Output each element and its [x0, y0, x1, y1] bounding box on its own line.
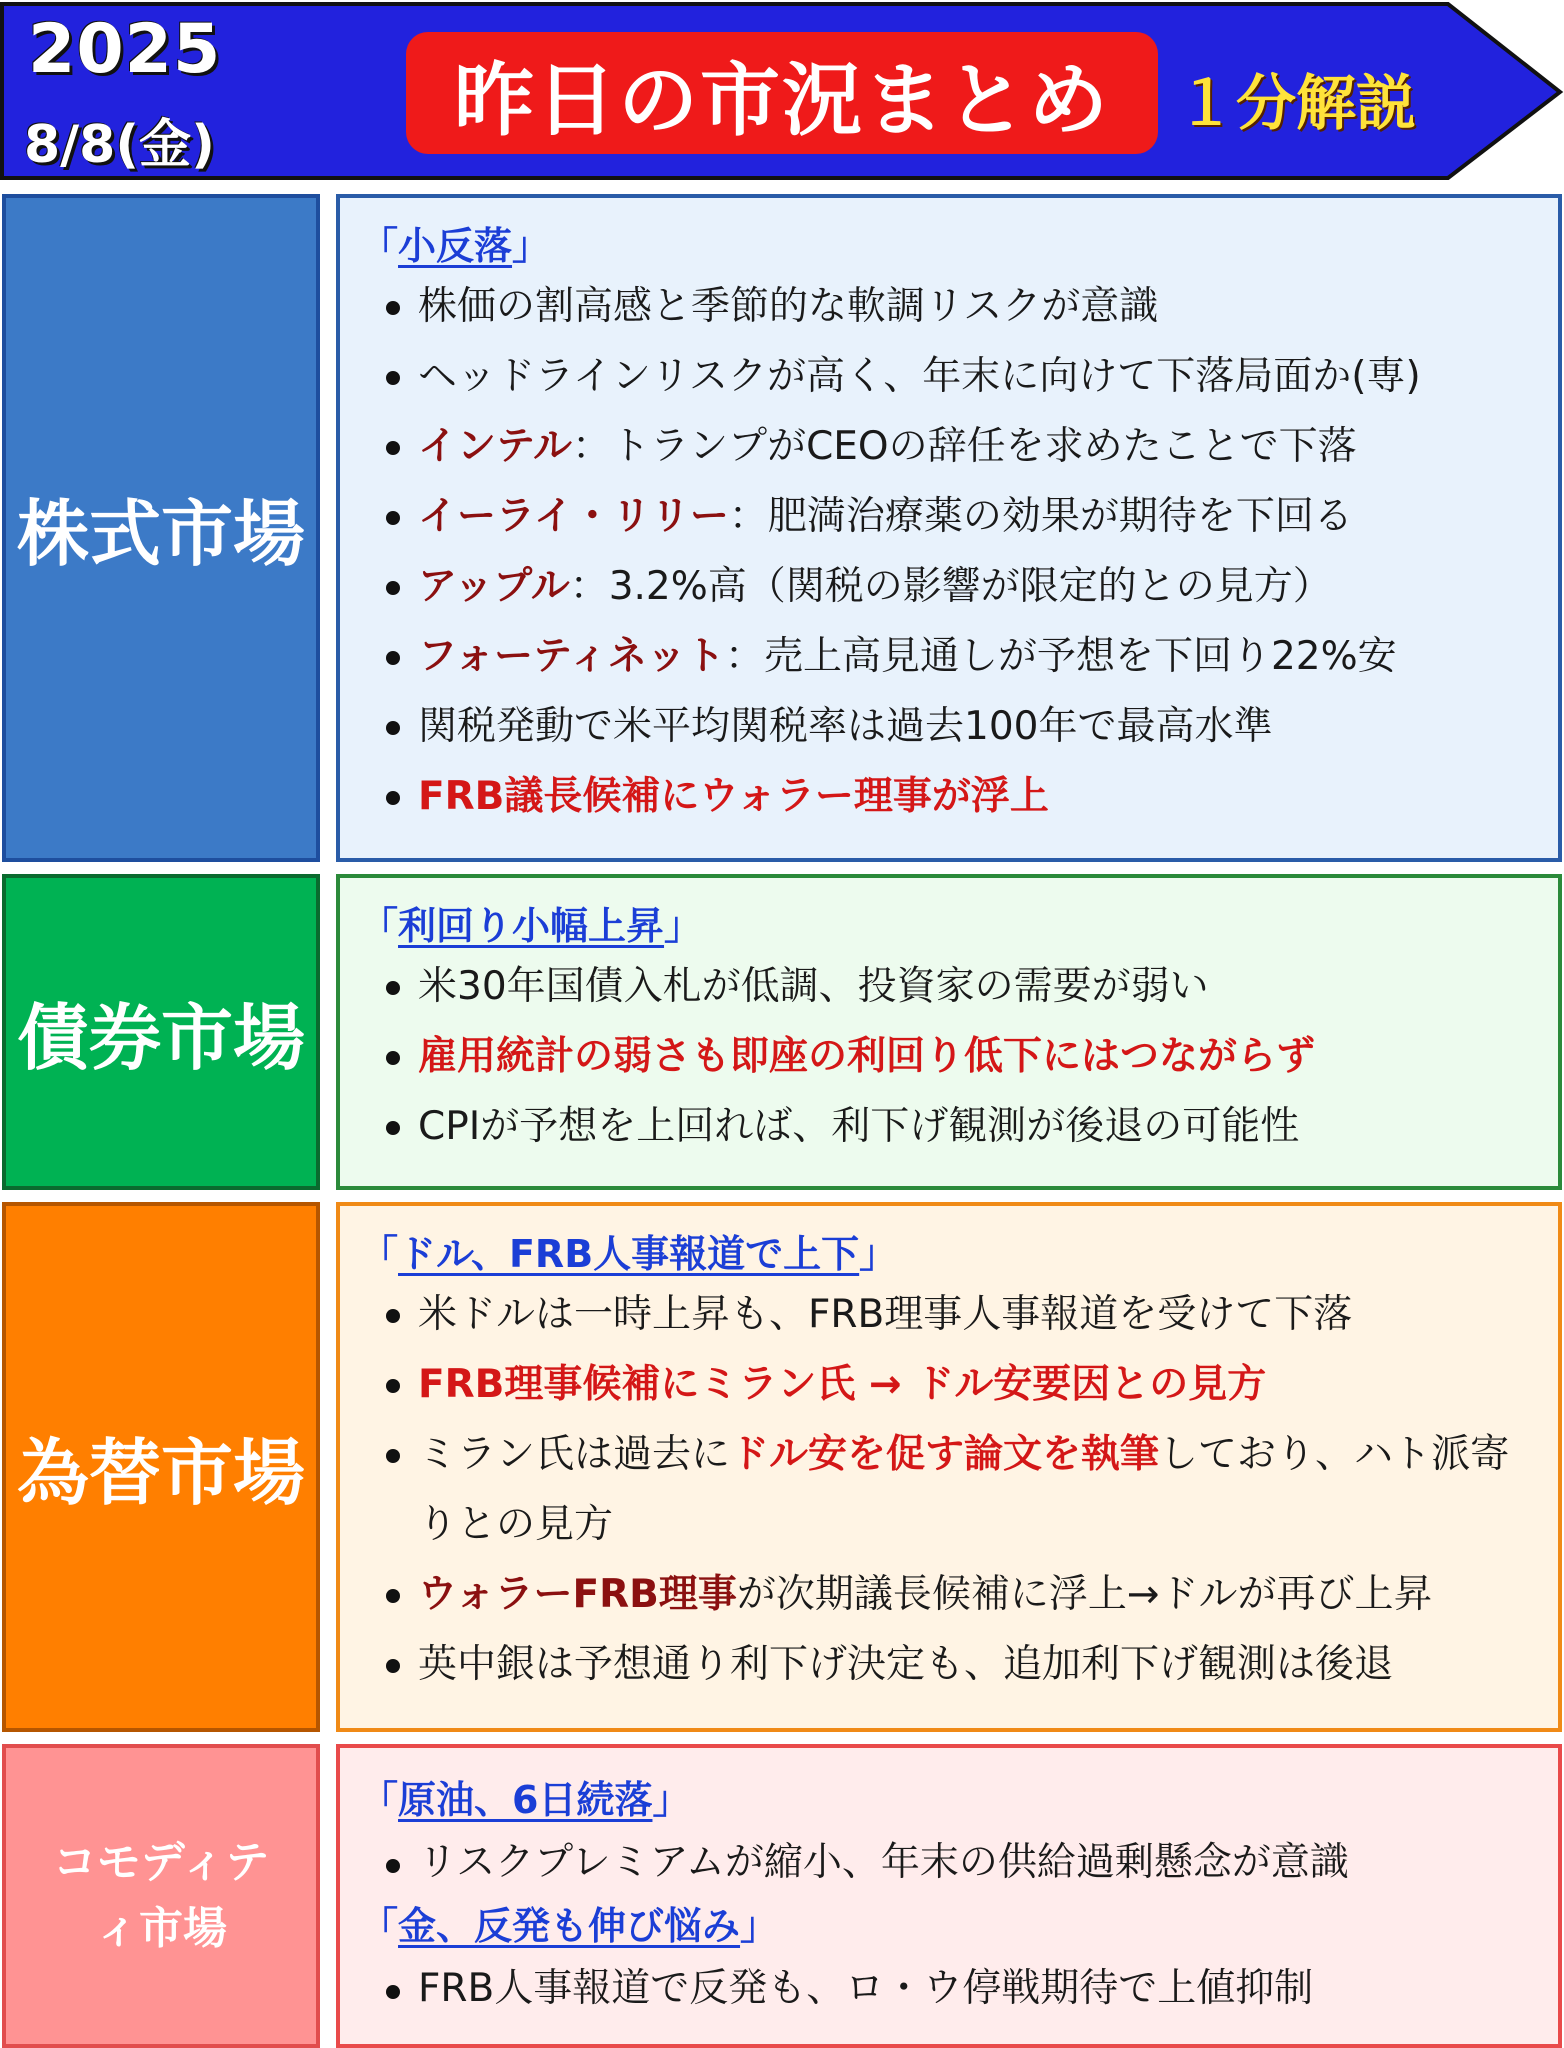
list-item: インテル：トランプがCEOの辞任を求めたことで下落 — [380, 412, 1538, 482]
header-year: 2025 — [28, 10, 222, 89]
section-label-commodity — [2, 1744, 320, 2048]
section-headline: 「小反落」 — [360, 224, 551, 268]
list-item: 米30年国債入札が低調、投資家の需要が弱い — [380, 952, 1538, 1022]
list-item: 株価の割高感と季節的な軟調リスクが意識 — [380, 272, 1538, 342]
list-item: FRB理事候補にミラン氏 → ドル安要因との見方 — [380, 1350, 1538, 1420]
section-content-fx — [336, 1202, 1562, 1732]
section-label-stocks: 株式市場 — [2, 194, 320, 862]
list-item: 英中銀は予想通り利下げ決定も、追加利下げ観測は後退 — [380, 1630, 1538, 1700]
section-headline: 「ドル、FRB人事報道で上下」 — [360, 1232, 898, 1276]
list-item: FRB人事報道で反発も、ロ・ウ停戦期待で上値抑制 — [380, 1956, 1538, 2022]
section-label-line: ィ市場 — [94, 1903, 227, 1954]
section-label-fx: 為替市場 — [2, 1202, 320, 1732]
bullet-list — [380, 1956, 1538, 2022]
page-subtitle: １分解説 — [1176, 69, 1416, 139]
list-item: ウォラーFRB理事が次期議長候補に浮上→ドルが再び上昇 — [380, 1560, 1538, 1630]
header-date: 8/8(金) — [24, 115, 215, 175]
section-label-line: コモディテ — [52, 1837, 270, 1888]
bullet-list — [380, 1280, 1538, 1700]
bullet-list — [380, 1830, 1538, 1896]
list-item: フォーティネット：売上高見通しが予想を下回り22%安 — [380, 622, 1538, 692]
list-item: イーライ・リリー：肥満治療薬の効果が期待を下回る — [380, 482, 1538, 552]
section-content-bonds — [336, 874, 1562, 1190]
section-headline: 「金、反発も伸び悩み」 — [360, 1904, 779, 1948]
list-item: FRB議長候補にウォラー理事が浮上 — [380, 762, 1538, 832]
section-content-commodity — [336, 1744, 1562, 2048]
list-item: リスクプレミアムが縮小、年末の供給過剰懸念が意識 — [380, 1830, 1538, 1896]
header-banner — [0, 0, 1564, 182]
section-headline: 「原油、6日続落」 — [360, 1778, 691, 1822]
list-item: 関税発動で米平均関税率は過去100年で最高水準 — [380, 692, 1538, 762]
bullet-list — [380, 272, 1538, 832]
list-item: ミラン氏は過去にドル安を促す論文を執筆しており、ハト派寄りとの見方 — [380, 1420, 1538, 1560]
list-item: ヘッドラインリスクが高く、年末に向けて下落局面か(専) — [380, 342, 1538, 412]
list-item: 米ドルは一時上昇も、FRB理事人事報道を受けて下落 — [380, 1280, 1538, 1350]
list-item: 雇用統計の弱さも即座の利回り低下にはつながらず — [380, 1022, 1538, 1092]
section-content-stocks — [336, 194, 1562, 862]
list-item: CPIが予想を上回れば、利下げ観測が後退の可能性 — [380, 1092, 1538, 1162]
page-title: 昨日の市況まとめ — [406, 32, 1158, 154]
list-item: アップル：3.2%高（関税の影響が限定的との見方） — [380, 552, 1538, 622]
section-label-bonds: 債券市場 — [2, 874, 320, 1190]
bullet-list — [380, 952, 1538, 1162]
section-headline: 「利回り小幅上昇」 — [360, 904, 703, 948]
